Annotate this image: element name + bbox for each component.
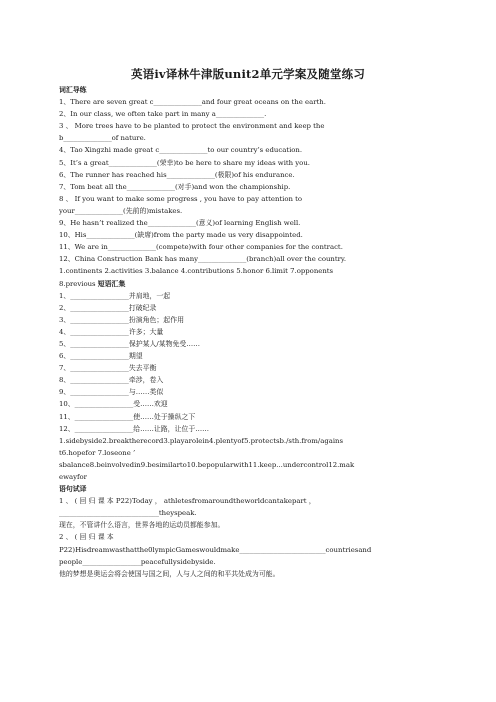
phrase-line: 5、_________________保护某人/某物免受…… [59, 339, 201, 348]
phrase-line: 9、_________________与……类似 [59, 388, 164, 397]
sentence-item-2-translation: 他的梦想是奥运会将会使国与国之间，人与人之间的和平共处成为可能。 [59, 569, 280, 578]
vocab-answers: 1.continents 2.activities 3.balance 4.contributions 5.honor 6.limit 7.opponents [59, 267, 334, 276]
phrase-line: 12、_________________给……让路，让位于…… [59, 424, 210, 433]
content-body [59, 84, 437, 580]
phrase-line: 2、_________________打破纪录 [59, 303, 157, 312]
vocab-line: 10、His______________(缺席)from the party made us very disappointed. [59, 231, 303, 240]
vocab-line: b______________of nature. [59, 134, 146, 143]
sentence-item-1-blank: _____________________________theyspeak. [59, 509, 197, 518]
vocab-line: 9、He hasn’t realized the______________(意义)of learning English well. [59, 219, 301, 228]
phrase-line: 8、_________________牵涉，卷入 [59, 376, 164, 385]
phrase-line: 10、_________________受……欢迎 [59, 400, 168, 409]
sentences-heading: 语句试译 [59, 485, 87, 494]
sentence-item-1: 1 、 ( 回 归 课 本 P22)Today ， athletesfromaroundtheworldcantakepart ， [59, 497, 316, 506]
phrase-line: 1、_________________并肩地，一起 [59, 291, 171, 300]
vocab-answers-tail [59, 278, 437, 290]
vocab-line: 11、We are in______________(compete)with four other companies for the contract. [59, 243, 343, 252]
phrase-answers: sbalance8.beinvolvedin9.besimilarto10.bepopularwith11.keep...undercontrol12.mak [59, 460, 355, 469]
sentence-item-1-translation: 现在，不管讲什么语言，世界各地的运动员都能参加。 [59, 521, 225, 530]
sentence-item-2-text: P22)Hisdreamwasthatthe0lympicGameswouldmake_________________________countriesand [59, 545, 372, 554]
phrase-answers: t6.hopefor 7.loseone ’ [59, 448, 136, 457]
phrase-answers: 1.sidebyside2.breaktherecord3.playarolein4.plentyof5.protectsb./sth.from/agains [59, 436, 344, 445]
phrase-line: 6、_________________期望 [59, 352, 143, 361]
vocab-line: 7、Tom beat all the______________(对手)and won the championship. [59, 182, 291, 191]
phrase-line: 7、_________________失去平衡 [59, 364, 157, 373]
phrase-answers: ewayfor [59, 473, 87, 481]
sentence-item-2-blank: people_________________peacefullysidebyside. [59, 557, 216, 566]
vocab-line: 2、In our class, we often take part in many a______________. [59, 110, 267, 119]
answers-tail-text: 8.previous [59, 279, 98, 288]
vocab-line: 6、The runner has reached his______________(极限)of his endurance. [59, 170, 295, 179]
phrase-heading: 短语汇集 [97, 279, 126, 288]
vocab-line: 12、China Construction Bank has many______________(branch)all over the country. [59, 255, 347, 264]
vocab-line: 3 、 More trees have to be planted to protect the environment and keep the [59, 122, 325, 131]
phrase-line: 3、_________________扮演角色；起作用 [59, 315, 184, 324]
vocab-line: 4、Tao Xingzhi made great c______________to our country’s education. [59, 146, 303, 155]
vocab-line: 8 、 If you want to make some progress , you have to pay attention to [59, 194, 303, 203]
vocab-heading: 词汇导练 [59, 86, 87, 94]
phrase-line: 11、_________________使……处于操纵之下 [59, 412, 196, 421]
vocab-line: your______________(先前的)mistakes. [59, 206, 183, 215]
vocab-line: 5、It’s a great______________(荣幸)to be here to share my ideas with you. [59, 158, 310, 167]
vocab-line: 1、There are seven great c______________and four great oceans on the earth. [59, 98, 326, 107]
phrase-line: 4、_________________许多；大量 [59, 327, 164, 336]
page-title: 英语iv译林牛津版unit2单元学案及随堂练习 [130, 67, 366, 81]
sentence-item-2: 2 、 ( 回 归 课 本 [59, 533, 114, 542]
